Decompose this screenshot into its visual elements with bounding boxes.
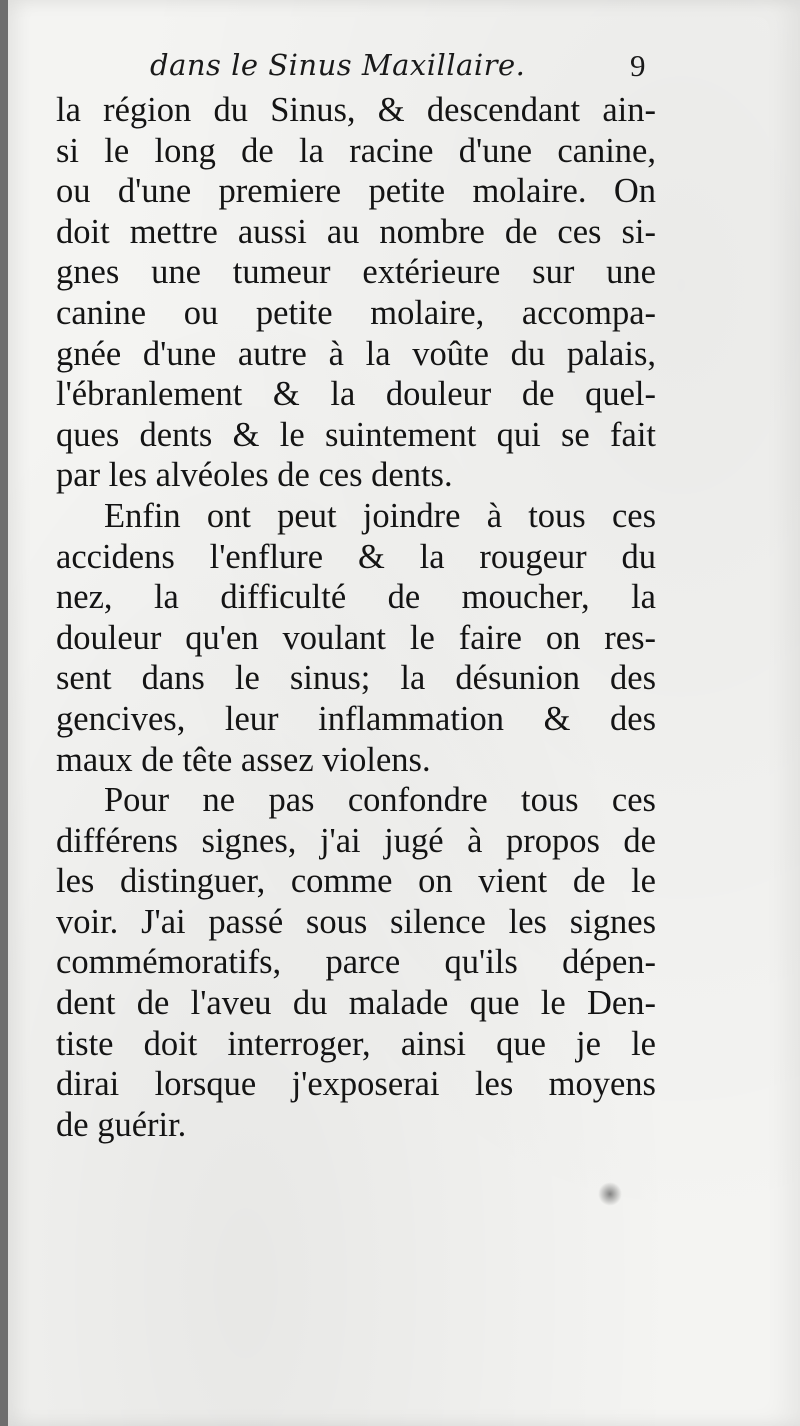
text-line: Enfin ont peut joindre à tous ces (104, 496, 656, 535)
text-line: tiste doit interroger, ainsi que je le (56, 1024, 656, 1063)
text-line: doit mettre aussi au nombre de ces si- (56, 212, 656, 251)
ink-blot (598, 1182, 622, 1206)
text-line: ou d'une premiere petite molaire. On (56, 172, 656, 211)
body-text (56, 90, 656, 1145)
page-header (8, 48, 800, 92)
text-line: gnes une tumeur extérieure sur une (56, 253, 656, 292)
text-line: douleur qu'en voulant le faire on res- (56, 618, 656, 657)
running-title: dans le Sinus Maxillaire. (150, 48, 526, 82)
text-line: par les alvéoles de ces dents. (56, 456, 453, 495)
text-line: accidens l'enflure & la rougeur du (56, 537, 656, 576)
text-line: canine ou petite molaire, accompa- (56, 293, 656, 332)
text-line: ques dents & le suintement qui se fait (56, 415, 656, 454)
text-line: les distinguer, comme on vient de le (56, 862, 656, 901)
text-line: de guérir. (56, 1105, 187, 1144)
text-line: maux de tête assez violens. (56, 740, 431, 779)
text-line: Pour ne pas confondre tous ces (104, 781, 656, 820)
text-line: gnée d'une autre à la voûte du palais, (56, 334, 656, 373)
text-line: dirai lorsque j'exposerai les moyens (56, 1065, 656, 1104)
text-line: gencives, leur inflammation & des (56, 699, 656, 738)
text-line: nez, la difficulté de moucher, la (56, 578, 656, 617)
text-line: sent dans le sinus; la désunion des (56, 659, 656, 698)
text-line: commémoratifs, parce qu'ils dépen- (56, 943, 656, 982)
text-line: l'ébranlement & la douleur de quel- (56, 375, 656, 414)
text-line: voir. J'ai passé sous silence les signes (56, 902, 656, 941)
book-page (8, 0, 800, 1426)
text-line: différens signes, j'ai jugé à propos de (56, 821, 656, 860)
text-line: si le long de la racine d'une canine, (56, 131, 656, 170)
text-line: la région du Sinus, & descendant ain- (56, 91, 656, 129)
page-number: 9 (630, 48, 646, 83)
text-line: dent de l'aveu du malade que le Den- (56, 984, 656, 1023)
